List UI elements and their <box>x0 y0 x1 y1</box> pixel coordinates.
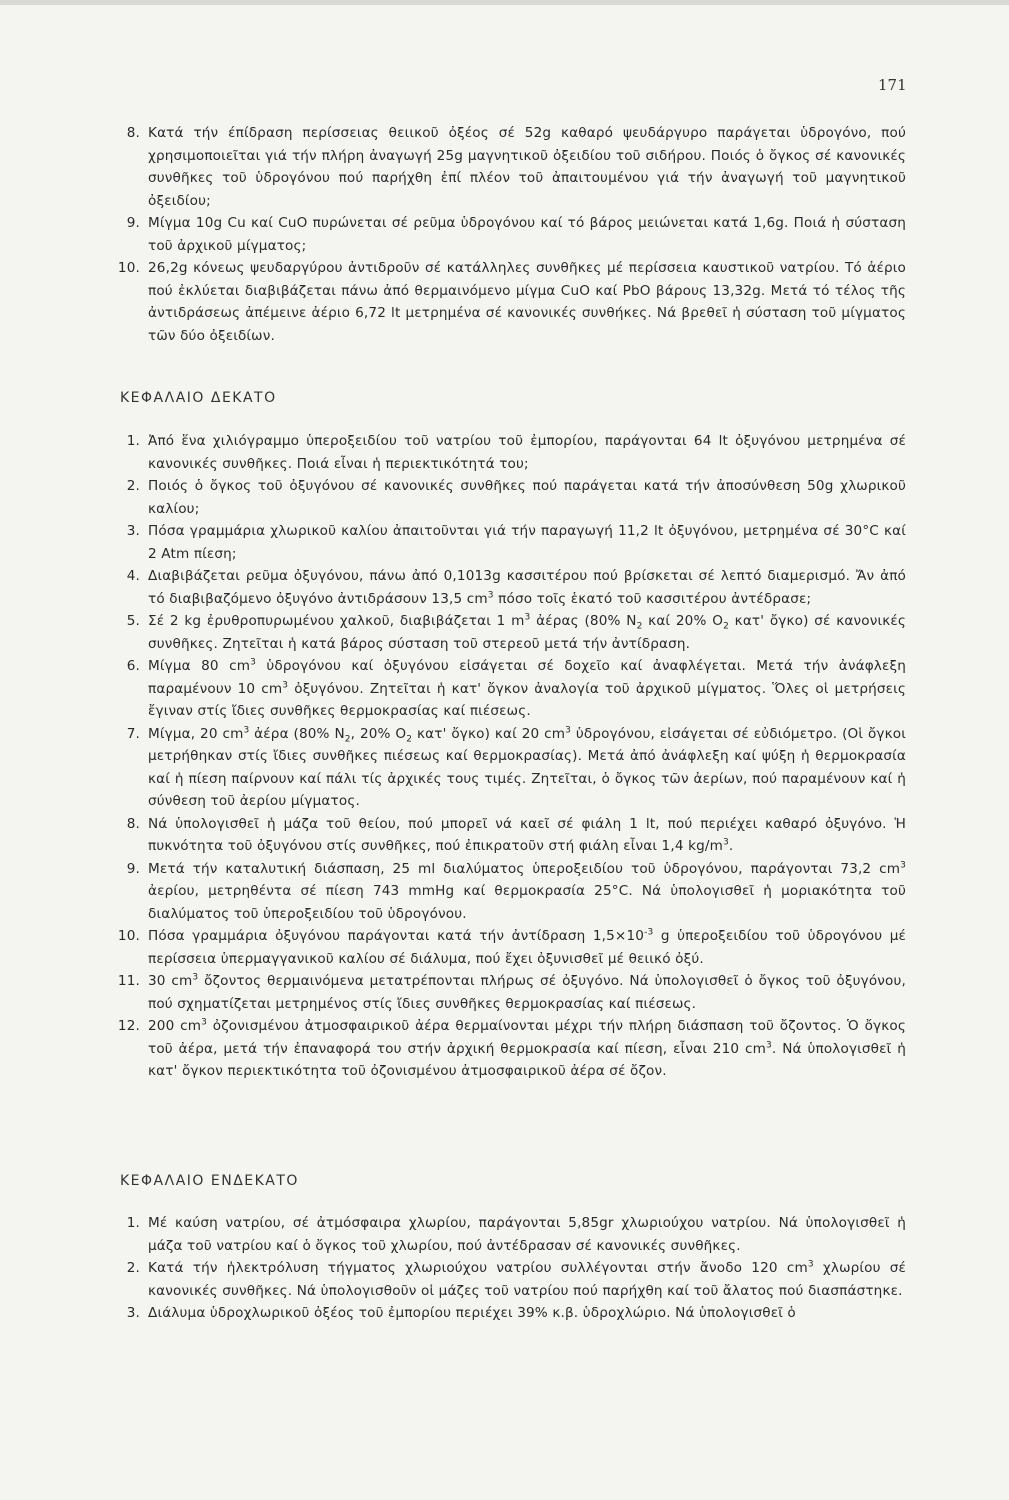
problem-item <box>117 970 906 1015</box>
problem-text: πόσο τοῖς ἑκατό τοῦ κασσιτέρου ἀντέδρασε; <box>493 590 812 607</box>
superscript: 3 <box>900 859 906 870</box>
problem-text: 26,2g κόνεως ψευδαργύρου ἀντιδροῦν σέ κατάλληλες συνθῆκες μέ περίσσεια καυστικοῦ νατρίου. Τό ἀέριο πού ἐκλύεται διαβιβάζεται πάνω ἀπό θερμαινόμενο μίγμα CuO καί PbO βάρους 13,32g. Μετά τό τέλος τῆς ἀντιδράσεως ἀπέμεινε ἀέριο 6,72 lt μετρημένα σέ κανονικές συνθήκες. Νά βρεθεῖ ἡ σύσταση τοῦ μίγματος τῶν δύο ὀξειδίων. <box>148 260 906 344</box>
problem-item <box>126 858 906 926</box>
problem-text: ὑδρογόνου καί ὀξυγόνου εἰσάγεται σέ δοχεῖο καί ἀναφλέγεται. Μετά τήν ἀνάφλεξη παραμένουν 10 cm <box>148 658 906 697</box>
subscript: 2 <box>344 734 351 745</box>
problem-item <box>117 925 906 970</box>
problem-number: 3. <box>126 523 140 539</box>
problem-number: 1. <box>126 433 140 449</box>
problem-number: 8. <box>126 815 140 832</box>
superscript: 3 <box>807 1259 814 1270</box>
problem-number: 2. <box>126 1260 140 1276</box>
superscript: 3 <box>565 724 572 735</box>
problem-number: 3. <box>126 1305 140 1321</box>
superscript: 3 <box>487 589 494 600</box>
problem-item <box>126 520 906 565</box>
problem-number: 1. <box>126 1215 140 1231</box>
problem-number: 7. <box>126 725 140 742</box>
superscript: 3 <box>524 612 531 623</box>
problem-text: Μέ καύση νατρίου, σέ ἀτμόσφαιρα χλωρίου, παράγονται 5,85gr χλωριούχου νατρίου. Νά ὑπολογισθεῖ ἡ μάζα τοῦ νατρίου καί ὁ ὄγκος τοῦ χλωρίου, πού ἀντέδρασαν σέ κανονικές συνθῆκες. <box>148 1215 906 1254</box>
superscript: 3 <box>282 679 289 690</box>
problem-text: Κατά τήν έπίδραση περίσσειας θειικοῦ ὀξέος σέ 52g καθαρό ψευδάργυρο παράγεται ὑδρογόνο, πού χρησιμοποιεῖται γιά τήν πλήρη ἀναγωγή 25g μαγνητικοῦ ὀξειδίου τοῦ σιδήρου. Ποιός ὁ ὄγκος σέ κανονικές συνθῆκες τοῦ ὑδρογόνου πού παρήχθη ἐπί πλέον τοῦ ἀπαιτουμένου γιά τήν ἀναγωγή τοῦ μαγνητικοῦ ὀξειδίου; <box>148 125 906 209</box>
problem-text: Μίγμα 10g Cu καί CuO πυρώνεται σέ ρεῦμα ὑδρογόνου καί τό βάρος μειώνεται κατά 1,6g. Ποιά ἡ σύσταση τοῦ ἀρχικοῦ μίγματος; <box>148 215 906 254</box>
page-top-edge <box>0 0 1009 5</box>
problem-item <box>126 1212 906 1257</box>
problem-item <box>126 610 906 655</box>
problem-item <box>126 655 907 723</box>
superscript: 3 <box>201 1017 208 1028</box>
problem-text: . <box>728 838 734 854</box>
superscript: 3 <box>250 657 257 668</box>
superscript: -3 <box>644 927 654 938</box>
problem-item <box>126 1302 906 1325</box>
problem-text: Σέ 2 kg ἐρυθροπυρωμένου χαλκοῦ, διαβιβάζεται 1 m <box>148 613 525 629</box>
problem-text: κατ' ὄγκο) καί 20 cm <box>412 725 566 742</box>
problem-text: . Νά ὑπολογισθεῖ ἡ κατ' ὄγκον περιεκτικότητα τοῦ ὀζονισμένου ἀτμοσφαιρικοῦ ἀέρα σέ ὄζον. <box>148 1040 906 1079</box>
problem-text: καί 20% O <box>642 613 724 629</box>
problem-item <box>126 122 906 212</box>
problem-item <box>126 723 906 813</box>
subscript: 2 <box>406 734 413 745</box>
section-chapter-11 <box>0 1212 1009 1325</box>
subscript: 2 <box>723 621 729 632</box>
problem-text: 30 cm <box>148 973 193 989</box>
problem-number: 8. <box>126 125 140 141</box>
problem-text: ἀέρα (80% N <box>249 725 345 742</box>
problem-text: Κατά τήν ἠλεκτρόλυση τήγματος χλωριούχου νατρίου συλλέγονται στήν ἄνοδο 120 cm <box>148 1260 808 1276</box>
problem-item <box>126 1257 907 1302</box>
superscript: 3 <box>766 1039 772 1050</box>
problem-text: Ποιός ὁ ὄγκος τοῦ ὀξυγόνου σέ κανονικές συνθῆκες πού παράγεται κατά τήν ἀποσύνθεση 50g χλωρικοῦ καλίου; <box>148 478 906 517</box>
problem-number: 9. <box>126 860 140 877</box>
problem-text: Νά ὑπολογισθεῖ ἡ μάζα τοῦ θείου, πού μπορεῖ νά καεῖ σέ φιάλη 1 lt, πού περιέχει καθαρό ὀξυγόνο. Ἡ πυκνότητα τοῦ ὀξυγόνου στίς συνθῆκες, πού ἐπικρατοῦν στή φιάλη εἶναι 1,4 kg/m <box>148 815 906 854</box>
problem-text: ὄζοντος θερμαινόμενα μετατρέπονται πλήρως σέ ὀξυγόνο. Νά ὑπολογισθεῖ ὁ ὄγκος τοῦ ὀξυγόνου, πού σχηματίζεται μετρημένος στίς ἴδιες συνθῆκες θερμοκρασίας καί πιέσεως. <box>148 973 906 1012</box>
superscript: 3 <box>723 837 729 848</box>
problem-item <box>117 257 906 347</box>
problem-item <box>126 430 906 475</box>
problem-text: Διαβιβάζεται ρεῦμα ὀξυγόνου, πάνω ἀπό 0,1013g κασσιτέρου πού βρίσκεται σέ λεπτό διαμερισμό. Ἄν ἀπό τό διαβιβαζόμενο ὀξυγόνο ἀντιδράσουν 13,5 cm <box>148 568 906 607</box>
problem-text: ἀέρας (80% N <box>530 613 637 629</box>
problem-number: 6. <box>126 658 140 674</box>
problem-text: ἀερίου, μετρηθέντα σέ πίεση 743 mmHg καί θερμοκρασία 25°C. Νά ὑπολογισθεῖ ἡ μοριακότητα τοῦ διαλύματος τοῦ ὑπεροξειδίου τοῦ ὑδρογόνου. <box>148 883 906 922</box>
problem-number: 9. <box>126 215 140 231</box>
problem-number: 5. <box>126 613 140 629</box>
problem-text: Μίγμα, 20 cm <box>148 725 244 742</box>
problem-number: 10. <box>117 928 140 944</box>
problem-text: Πόσα γραμμάρια ὀξυγόνου παράγονται κατά τήν ἀντίδραση 1,5×10 <box>148 928 645 944</box>
section-chapter-10 <box>0 430 1009 1083</box>
superscript: 3 <box>243 724 250 735</box>
problem-item <box>126 565 906 610</box>
problem-text: ὀξυγόνου. Ζητεῖται ἡ κατ' ὄγκον ἀναλογία τοῦ ἀρχικοῦ μίγματος. Ὅλες οἱ μετρήσεις ἔγιναν στίς ἴδιες συνθῆκες θερμοκρασίας καί πιέσεως. <box>148 680 907 719</box>
problem-text: 200 cm <box>148 1018 202 1034</box>
problem-item <box>126 475 906 520</box>
problem-text: Ἀπό ἕνα χιλιόγραμμο ὑπεροξειδίου τοῦ νατρίου τοῦ ἐμπορίου, παράγονται 64 lt ὀξυγόνου μετρημένα σέ κανονικές συνθῆκες. Ποιά εἶναι ἡ περιεκτικότητά του; <box>148 433 906 472</box>
problem-item <box>126 212 906 257</box>
problem-text: Μετά τήν καταλυτική διάσπαση, 25 ml διαλύματος ὑπεροξειδίου τοῦ ὑδρογόνου, παράγονται 73,2 cm <box>148 860 901 877</box>
superscript: 3 <box>192 972 199 983</box>
problem-number: 11. <box>117 973 140 989</box>
problem-text: g ὑπεροξειδίου τοῦ ὑδρογόνου μέ περίσσεια ὑπερμαγγανικοῦ καλίου σέ διάλυμα, πού ἔχει ὀξυνισθεῖ μέ θειικό ὀξύ. <box>148 928 906 967</box>
problem-text: ὑδρογόνου, εἰσάγεται σέ εὐδιόμετρο. (Οἱ ὄγκοι μετρήθηκαν στίς ἴδιες συνθῆκες πιέσεως καί θερμοκρασίας). Μετά ἀπό ἀνάφλεξη καί ψύξη ἡ θερμοκρασία καί ἡ πίεση παίρνουν καί πάλι τίς ἀρχικές τους τιμές. Ζητεῖται, ὁ ὄγκος τῶν ἀερίων, πού παραμένουν καί ἡ σύνθεση τοῦ ἀερίου μίγματος. <box>148 725 906 809</box>
chapter-10-title: ΚΕΦΑΛΑΙΟ ΔΕΚΑΤΟ <box>120 390 277 406</box>
problem-number: 4. <box>126 568 140 584</box>
problem-text: χλωρίου σέ κανονικές συνθῆκες. Νά ὑπολογισθοῦν οἱ μάζες τοῦ νατρίου πού παρήχθη καί τοῦ ἄλατος πού διασπάστηκε. <box>148 1260 907 1299</box>
problem-number: 10. <box>117 260 140 276</box>
page-number: 171 <box>878 76 907 94</box>
subscript: 2 <box>636 621 643 632</box>
problem-text: Πόσα γραμμάρια χλωρικοῦ καλίου ἀπαιτοῦνται γιά τήν παραγωγή 11,2 lt ὀξυγόνου, μετρημένα σέ 30°C καί 2 Atm πίεση; <box>148 523 906 562</box>
problem-number: 12. <box>117 1018 140 1034</box>
problem-text: κατ' ὄγκο) σέ κανονικές συνθῆκες. Ζητεῖται ἡ κατά βάρος σύσταση τοῦ στερεοῦ μετά τήν ἀντίδραση. <box>148 613 906 652</box>
problem-text: ὀζονισμένου ἀτμοσφαιρικοῦ ἀέρα θερμαίνονται μέχρι τήν πλήρη διάσπαση τοῦ ὄζοντος. Ὁ ὄγκος τοῦ ἀέρα, μετά τήν ἐπαναφορά του στήν ἀρχική θερμοκρασία καί πίεση, εἶναι 210 cm <box>148 1018 906 1057</box>
problem-item <box>117 1015 906 1083</box>
problem-text: , 20% O <box>350 725 407 742</box>
problem-text: Διάλυμα ὑδροχλωρικοῦ ὀξέος τοῦ ἐμπορίου περιέχει 39% κ.β. ὑδροχλώριο. Νά ὑπολογισθεῖ ὁ <box>148 1305 796 1321</box>
section-continued-problems <box>0 122 1009 347</box>
problem-number: 2. <box>126 478 140 494</box>
problem-text: Μίγμα 80 cm <box>148 658 251 674</box>
problem-item <box>126 813 906 858</box>
chapter-11-title: ΚΕΦΑΛΑΙΟ ΕΝΔΕΚΑΤΟ <box>120 1173 299 1189</box>
